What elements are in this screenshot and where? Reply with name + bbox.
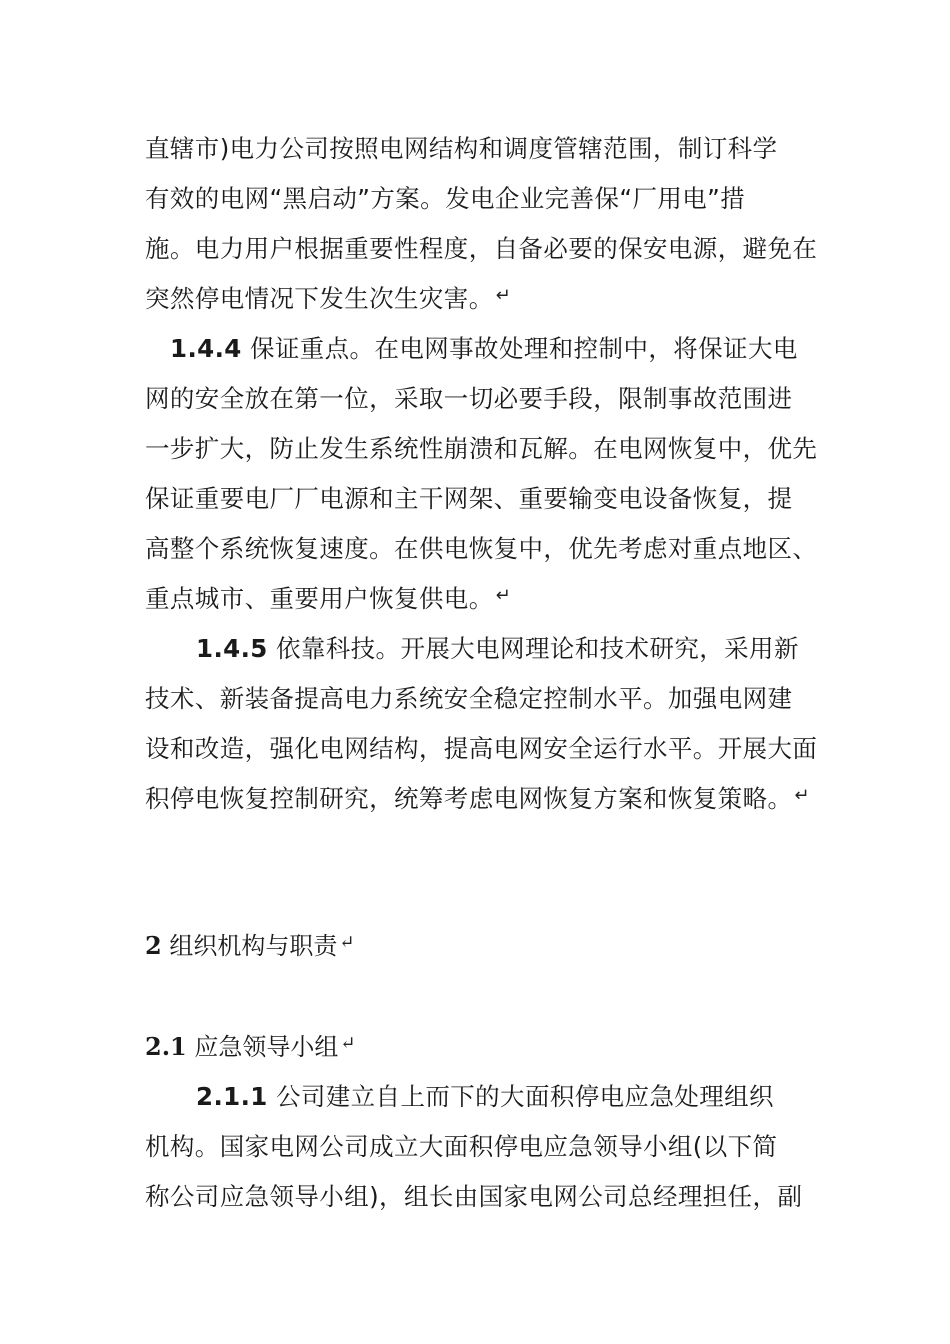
section-number: 2.1.1 — [196, 1082, 268, 1111]
paragraph-mark-icon: ↵ — [340, 1033, 356, 1054]
section-heading-2-1 — [145, 1032, 356, 1065]
heading-text: 组织机构与职责 — [161, 932, 338, 960]
text-line: 称公司应急领导小组)，组长由国家电网公司总经理担任，副 — [145, 1182, 803, 1211]
heading-number: 2 — [145, 931, 162, 960]
section-number: 1.4.4 — [170, 334, 242, 363]
text-line: 高整个系统恢复速度。在供电恢复中，优先考虑对重点地区、 — [145, 534, 818, 563]
text-span: 积停电恢复控制研究，统筹考虑电网恢复方案和恢复策略。 — [145, 784, 793, 813]
text-line: 技术、新装备提高电力系统安全稳定控制水平。加强电网建 — [145, 684, 793, 713]
heading-text: 应急领导小组 — [186, 1033, 339, 1061]
paragraph-1-4-5-first-line — [196, 634, 868, 664]
text-line: 设和改造，强化电网结构，提高电网安全运行水平。开展大面 — [145, 734, 818, 763]
text-line: 保证重要电厂厂电源和主干网架、重要输变电设备恢复，提 — [145, 484, 793, 513]
paragraph-mark-icon: ↵ — [495, 285, 512, 306]
text-line: 网的安全放在第一位，采取一切必要手段，限制事故范围进 — [145, 384, 793, 413]
text-line — [145, 284, 817, 317]
paragraph-1-4-4-first-line — [170, 334, 842, 364]
text-span: 公司建立自上而下的大面积停电应急处理组织 — [267, 1082, 774, 1111]
paragraph-mark-icon: ↵ — [495, 585, 512, 606]
text-span: 依靠科技。开展大电网理论和技术研究，采用新 — [267, 634, 799, 663]
text-line: 一步扩大，防止发生系统性崩溃和瓦解。在电网恢复中，优先 — [145, 434, 818, 463]
text-span: 重点城市、重要用户恢复供电。 — [145, 584, 494, 613]
paragraph-2-1-1-first-line — [196, 1082, 868, 1112]
text-line: 施。电力用户根据重要性程度，自备必要的保安电源，避免在 — [145, 234, 818, 263]
section-number: 1.4.5 — [196, 634, 268, 663]
text-line: 机构。国家电网公司成立大面积停电应急领导小组(以下简 — [145, 1132, 778, 1161]
heading-number: 2.1 — [145, 1032, 187, 1061]
paragraph-mark-icon: ↵ — [339, 932, 355, 953]
text-line — [145, 584, 817, 617]
text-line: 有效的电网“黑启动”方案。发电企业完善保“厂用电”措 — [145, 184, 746, 213]
text-span: 突然停电情况下发生次生灾害。 — [145, 284, 494, 313]
section-heading-2 — [145, 931, 354, 964]
text-line — [145, 784, 817, 817]
text-line: 直辖市)电力公司按照电网结构和调度管辖范围，制订科学 — [145, 134, 778, 163]
text-span: 保证重点。在电网事故处理和控制中，将保证大电 — [241, 334, 798, 363]
paragraph-mark-icon: ↵ — [794, 785, 810, 806]
